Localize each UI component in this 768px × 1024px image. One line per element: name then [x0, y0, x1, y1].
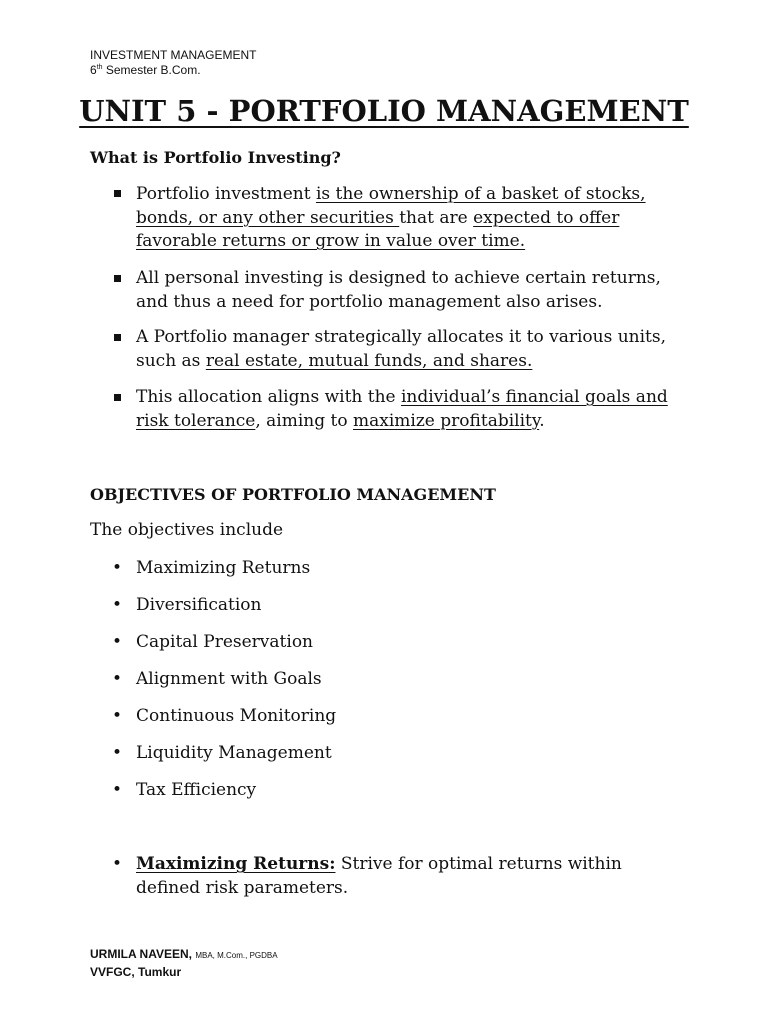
bullet-dot-icon: • [112, 632, 123, 652]
square-bullet-icon [114, 190, 121, 197]
square-bullet-icon [114, 394, 121, 401]
document-header [90, 48, 256, 78]
section-heading-objectives: OBJECTIVES OF PORTFOLIO MANAGEMENT [90, 485, 496, 504]
bullet-paragraph-2: All personal investing is designed to achieve certain returns, and thus a need for portfolio management also arises. [136, 268, 661, 312]
section-heading-portfolio-investing: What is Portfolio Investing? [90, 148, 341, 167]
college-line: VVFGC, Tumkur [90, 965, 182, 979]
page-title: UNIT 5 - PORTFOLIO MANAGEMENT [79, 94, 689, 128]
bullet-paragraph-3: A Portfolio manager strategically allocates it to various units, such as real estate, mutual funds, and shares. [136, 327, 667, 371]
semester-line: 6th Semester B.Com. [90, 63, 201, 77]
bullet-dot-icon: • [112, 595, 123, 615]
square-bullet-icon [114, 275, 121, 282]
bullet-dot-icon: • [112, 669, 123, 689]
bullet-paragraph-4: This allocation aligns with the individual’s financial goals and risk tolerance, aiming to maximize profitability. [136, 387, 668, 431]
bullet-dot-icon: • [112, 706, 123, 726]
square-bullet-icon [114, 334, 121, 341]
objective-term: Maximizing Returns: [136, 854, 336, 874]
objectives-intro: The objectives include [90, 520, 284, 540]
course-name: INVESTMENT MANAGEMENT [90, 48, 257, 62]
bullet-dot-icon: • [112, 743, 123, 763]
author-line: URMILA NAVEEN, MBA, M.Com., PGDBA [90, 947, 278, 961]
bullet-dot-icon: • [112, 780, 123, 800]
objective-detail-text: Maximizing Returns: Strive for optimal returns within defined risk parameters. [136, 854, 622, 898]
bullet-dot-icon: • [112, 558, 123, 578]
bullet-dot-icon: • [112, 854, 123, 874]
document-footer [90, 946, 278, 980]
bullet-paragraph-1: Portfolio investment is the ownership of a basket of stocks, bonds, or any other securities that are expected to offer favorable returns or grow in value over time. [136, 184, 646, 251]
